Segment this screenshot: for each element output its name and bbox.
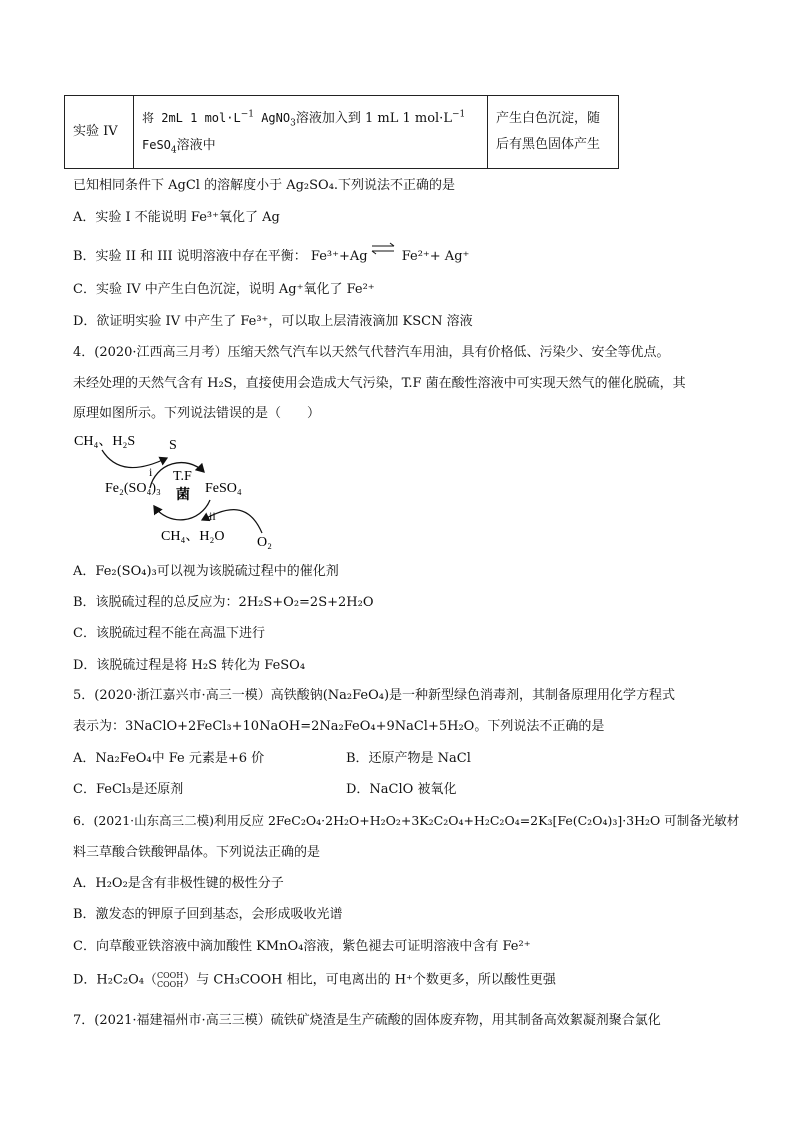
q6-stem-line-1: 6．(2021·山东高三二模)利用反应 2FeC₂O₄·2H₂O+H₂O₂+3K₂C₂O₄+H₂C₂O₄=2K₃[Fe(C₂O₄)₃]·3H₂O 可制备光敏材 (73, 813, 740, 828)
desulfurization-cycle-diagram (72, 428, 292, 553)
diagram-left-species: Fe₂(SO₄)₃ (105, 481, 161, 496)
q6-option-b: B．激发态的钾原子回到基态，会形成吸收光谱 (73, 907, 343, 922)
input-arrow-top (102, 450, 167, 468)
q3-option-a: A．实验 I 不能说明 Fe³⁺氧化了 Ag (73, 210, 280, 225)
q5-stem-line-2: 表示为：3NaClO+2FeCl₃+10NaOH=2Na₂FeO₄+9NaCl+5H₂O。下列说法不正确的是 (73, 719, 605, 734)
q3-known: 已知相同条件下 AgCl 的溶解度小于 Ag₂SO₄.下列说法不正确的是 (73, 178, 456, 193)
experiment-table (64, 95, 619, 169)
q4-stem-line-3: 原理如图所示。下列说法错误的是（ ） (73, 406, 321, 421)
q6-stem-line-2: 料三草酸合铁酸钾晶体。下列说法正确的是 (73, 845, 321, 860)
diagram-out-top: S (169, 438, 177, 453)
experiment-label: 实验 IV (65, 96, 134, 169)
q3-option-d: D．欲证明实验 IV 中产生了 Fe³⁺，可以取上层清液滴加 KSCN 溶液 (73, 314, 473, 329)
q6-option-a: A．H₂O₂是含有非极性键的极性分子 (73, 876, 284, 891)
experiment-procedure: 将 2mL 1 $mol\cdot L^{-1}$ AgNO$_3$溶液加入到 1 mL 1 $mol\cdot L^{-1}$ FeSO$_4$溶液中 (134, 96, 488, 169)
diagram-step-i: i (149, 465, 153, 479)
q5-option-a: A．Na₂FeO₄中 Fe 元素是+6 价 (73, 751, 265, 766)
q6-option-d: D．H₂C₂O₄（COOH COOH）与 CH₃COOH 相比，可电离出的 H⁺个数更多，所以酸性更强 (73, 971, 556, 989)
diagram-step-ii: ii (209, 509, 216, 523)
q4-option-b: B．该脱硫过程的总反应为：2H₂S+O₂=2S+2H₂O (73, 595, 374, 610)
q5-stem-line-1: 5．(2020·浙江嘉兴市·高三一模）高铁酸钠(Na₂FeO₄)是一种新型绿色消毒剂，其制备原理用化学方程式 (73, 688, 676, 703)
diagram-right-species: FeSO₄ (205, 481, 242, 496)
diagram-out-bottom: CH₄、H₂O (161, 529, 225, 544)
q4-option-c: C．该脱硫过程不能在高温下进行 (73, 626, 265, 641)
q5-option-c: C．FeCl₃是还原剂 (73, 782, 184, 797)
experiment-result: 产生白色沉淀，随后有黑色固体产生 (488, 96, 619, 169)
q4-option-d: D．该脱硫过程是将 H₂S 转化为 FeSO₄ (73, 658, 306, 673)
q3-option-c: C．实验 IV 中产生白色沉淀，说明 Ag⁺氧化了 Fe²⁺ (73, 282, 375, 297)
diagram-center-bottom: 菌 (176, 487, 190, 503)
q4-stem-line-2: 未经处理的天然气含有 H₂S，直接使用会造成大气污染，T.F 菌在酸性溶液中可实现天然气的催化脱硫，其 (73, 376, 686, 391)
diagram-in-bottom: O₂ (257, 535, 272, 550)
table-row (65, 96, 619, 169)
q4-stem-line-1: 4．(2020·江西高三月考）压缩天然气汽车以天然气代替汽车用油，具有价格低、污染少、安全等优点。 (73, 345, 670, 360)
oxalic-acid-structure: COOH COOH (157, 971, 184, 989)
q3-option-b: B．实验 II 和 III 说明溶液中存在平衡： Fe³⁺+Ag Fe²⁺+ Ag⁺ (73, 244, 469, 266)
diagram-in-top: CH₄、H₂S (74, 434, 136, 449)
q4-option-a: A．Fe₂(SO₄)₃可以视为该脱硫过程中的催化剂 (73, 564, 339, 579)
q5-option-d: D．NaClO 被氧化 (346, 782, 457, 797)
diagram-center-top: T.F (173, 469, 192, 484)
equilibrium-arrow-icon (368, 241, 398, 263)
q6-option-c: C．向草酸亚铁溶液中滴加酸性 KMnO₄溶液，紫色褪去可证明溶液中含有 Fe²⁺ (73, 939, 531, 954)
q5-option-b: B．还原产物是 NaCl (346, 751, 471, 766)
q7-stem-line-1: 7．(2021·福建福州市·高三三模）硫铁矿烧渣是生产硫酸的固体废弃物，用其制备高效絮凝剂聚合氯化 (73, 1013, 661, 1028)
